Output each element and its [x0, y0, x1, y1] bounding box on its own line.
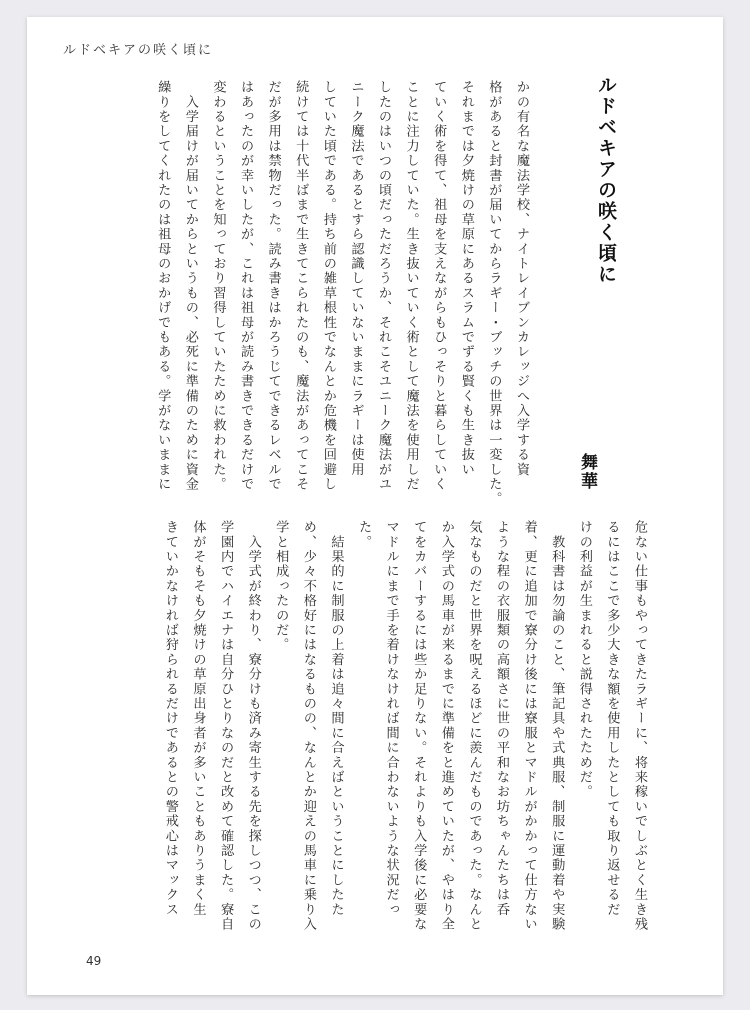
text-line: るにはここで多少大きな額を使用したとしても取り返せるだ — [604, 520, 620, 917]
text-line: 入学式が終わり、寮分けも済み寄生する先を探しつつ、この — [245, 520, 261, 932]
text-line: た。 — [356, 520, 372, 550]
text-line: てをカバーするには些か足りない。それよりも入学後に必要な — [411, 520, 427, 932]
text-line: 危ない仕事もやってきたラギーに、将来稼いでしぶとく生き残 — [632, 520, 647, 932]
text-line: か入学式の馬車が来るまでに準備をと進めていたが、やはり全 — [438, 520, 454, 932]
author-name: 舞華 — [577, 453, 597, 491]
text-line: きていかなければ狩られるだけであるとの警戒心はマックス — [162, 520, 178, 917]
text-line: したのはいつの頃だっただろうか、それこそユニーク魔法がユ — [376, 80, 392, 492]
text-line: 続けては十代半ばまで生きてこられたのも、魔法があってこそ — [293, 80, 309, 492]
text-line: だが多用は禁物だった。読み書きはかろうじてできるレベルで — [265, 80, 281, 492]
text-line: 着、更に追加で寮分け後には寮服とマドルがかかって仕方ない — [521, 520, 537, 932]
story-title: ルドベキアの咲く頃に — [595, 75, 617, 285]
text-line: 教科書は勿論のこと、筆記具や式典服、制服に運動着や実験 — [549, 520, 565, 932]
text-line: マドルにまで手を着けなければ間に合わないような状況だっ — [383, 520, 399, 917]
text-line: けの利益が生まれると説得されたためだ。 — [576, 520, 592, 800]
text-line: 格があると封書が届いてからラギー・ブッチの世界は一変した。 — [486, 80, 502, 507]
text-line: ような程の衣服類の高額さに世の平和なお坊ちゃんたちは呑 — [494, 520, 510, 917]
text-line: 繰りをしてくれたのは祖母のおかげでもある。学がないままに — [155, 80, 171, 492]
book-page — [27, 17, 723, 995]
text-line: はあったのが幸いしたが、これは祖母が読み書きできるだけで — [238, 80, 254, 492]
text-line: 変わるということを知っており習得していたために救われた。 — [210, 80, 226, 492]
text-line: 入学届けが届いてからというもの、必死に準備のために資金 — [182, 80, 198, 492]
text-line: め、少々不格好にはなるものの、なんとか迎えの馬車に乗り入 — [300, 520, 316, 932]
text-line: ていく術を得て、祖母を支えながらもひっそりと暮らしていく — [431, 80, 447, 492]
text-line: 気なものだと世界を呪えるほどに羨んだものであった。なんと — [466, 520, 482, 932]
running-header: ルドベキアの咲く頃に — [63, 43, 214, 58]
text-column-bottom — [156, 520, 653, 940]
text-line: それまでは夕焼けの草原にあるスラムでずる賢くも生き抜い — [458, 80, 474, 477]
text-line: していた頃である。持ち前の雑草根性でなんとか危機を回避し — [320, 80, 336, 492]
text-line: かの有名な魔法学校、ナイトレイブンカレッジへ入学する資 — [514, 80, 529, 477]
text-line: 結果的に制服の上着は追々間に合えばということにしたた — [328, 520, 344, 917]
text-line: 学と相成ったのだ。 — [273, 520, 289, 653]
page-number: 49 — [86, 954, 102, 968]
text-line: ことに注力していた。生き抜いていく術として魔法を使用しだ — [403, 80, 419, 492]
text-line: 学園内でハイエナは自分ひとりなのだと改めて確認した。寮自 — [218, 520, 234, 932]
text-line: ニーク魔法であるとすら認識していないままにラギーは使用 — [348, 80, 364, 477]
text-column-top — [149, 80, 535, 507]
text-line: 体がそもそも夕焼けの草原出身者が多いこともありうまく生 — [190, 520, 206, 917]
